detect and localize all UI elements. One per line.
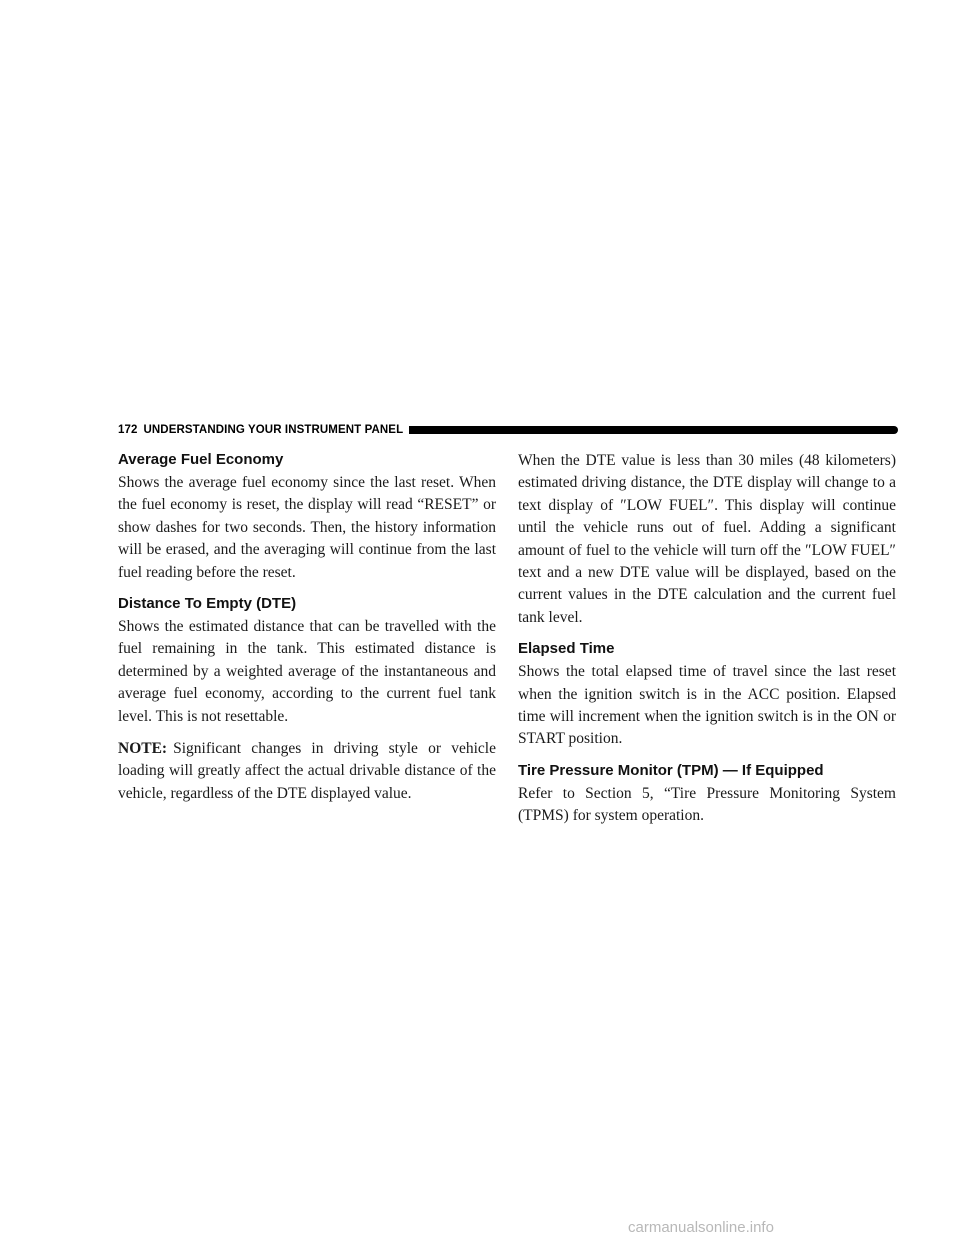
elapsed-time-heading: Elapsed Time	[518, 640, 615, 658]
tpm-heading: Tire Pressure Monitor (TPM) — If Equipped	[518, 761, 824, 779]
dte-note	[118, 738, 496, 805]
left-column	[118, 450, 496, 805]
avg-fuel-heading: Average Fuel Economy	[118, 451, 284, 468]
avg-fuel-body: Shows the average fuel economy since the last reset. When the fuel economy is reset, the display will read “RESET” or show dashes for two seconds. Then, the history information will be erased, and the averaging will continue from the last fuel reading before the reset.	[118, 474, 496, 581]
tpm-body: Refer to Section 5, “Tire Pressure Monitoring System (TPMS) for system operation.	[518, 784, 896, 825]
note-label: NOTE:	[118, 740, 168, 758]
right-column	[518, 450, 896, 828]
elapsed-time-body: Shows the total elapsed time of travel since the last reset when the ignition switch is in the ACC position. Elapsed time will increment when the ignition switch is in the ON or START position.	[518, 663, 896, 748]
dte-continued: When the DTE value is less than 30 miles (48 kilometers) estimated driving distance, the DTE display will change to a text display of ″LOW FUEL″. This display will continue until the vehicle runs out of fuel. Adding a significant amount of fuel to the vehicle will turn off the ″LOW FUEL″ text and a new DTE value will be displayed, based on the current values in the DTE calculation and the current fuel tank level.	[518, 452, 896, 626]
page-number: 172	[118, 424, 138, 436]
section-title: UNDERSTANDING YOUR INSTRUMENT PANEL	[143, 424, 404, 436]
page-header	[118, 423, 898, 437]
dte-heading: Distance To Empty (DTE)	[118, 595, 297, 613]
watermark: carmanualsonline.info	[628, 1219, 774, 1236]
dte-body: Shows the estimated distance that can be travelled with the fuel remaining in the tank. This estimated distance is determined by a weighted average of the instantaneous and average fuel economy, according to the current fuel tank level. This is not resettable.	[118, 618, 496, 725]
note-text: Significant changes in driving style or vehicle loading will greatly affect the actual drivable distance of the vehicle, regardless of the DTE displayed value.	[118, 740, 496, 802]
header-rule	[409, 426, 898, 434]
